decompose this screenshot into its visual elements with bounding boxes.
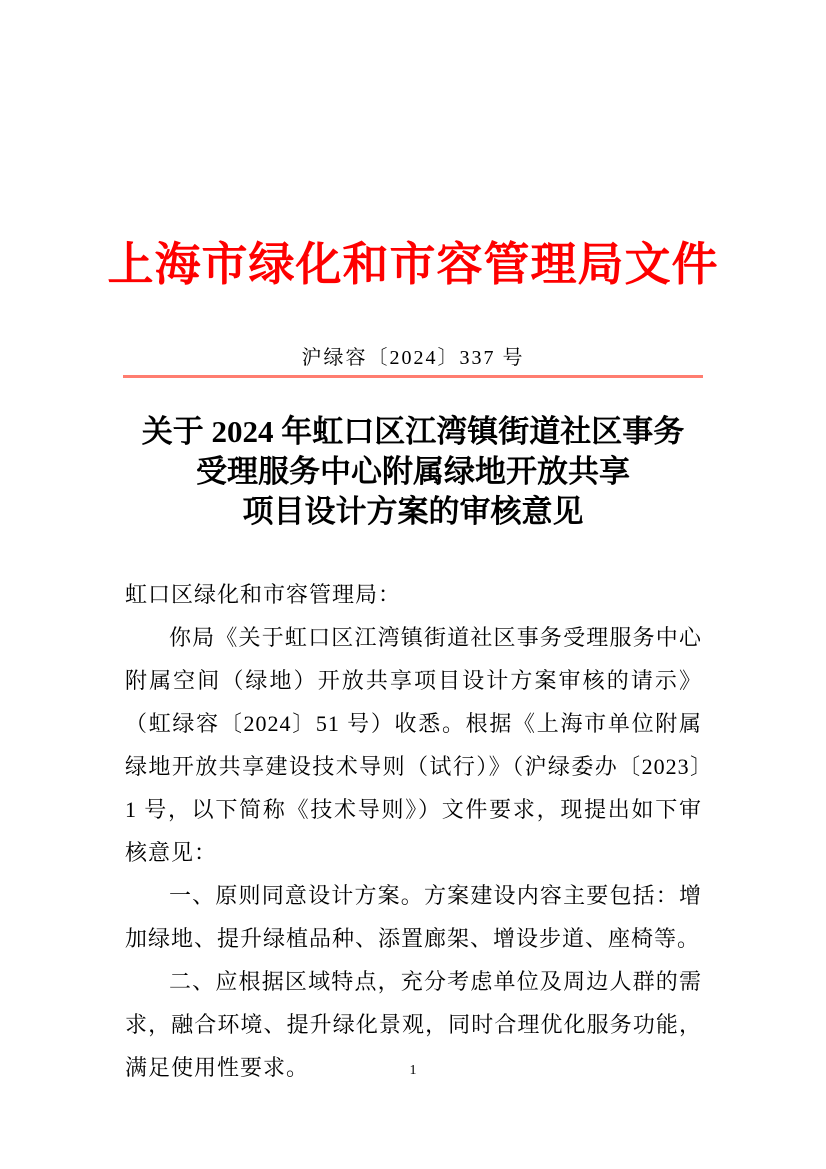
body-paragraph: 一、原则同意设计方案。方案建设内容主要包括：增加绿地、提升绿植品种、添置廊架、增设步道、座椅等。 (125, 883, 702, 951)
document-title (0, 412, 826, 532)
document-title-line-3: 项目设计方案的审核意见 (242, 494, 584, 529)
salutation: 虹口区绿化和市容管理局： (125, 582, 402, 607)
document-title-line-2: 受理服务中心附属绿地开放共享 (196, 454, 630, 489)
document-body (125, 573, 702, 1089)
document-title-line-1: 关于 2024 年虹口区江湾镇街道社区事务 (141, 414, 685, 449)
red-divider-line (123, 375, 703, 378)
page-number: 1 (409, 1063, 417, 1078)
document-number: 沪绿容〔2024〕337 号 (301, 347, 525, 369)
agency-header-title: 上海市绿化和市容管理局文件 (107, 239, 719, 290)
body-paragraph: 二、应根据区域特点，充分考虑单位及周边人群的需求，融合环境、提升绿化景观，同时合理优化服务功能，满足使用性要求。 (125, 969, 702, 1080)
body-paragraph: 你局《关于虹口区江湾镇街道社区事务受理服务中心附属空间（绿地）开放共享项目设计方案审核的请示》（虹绿容〔2024〕51 号）收悉。根据《上海市单位附属绿地开放共享建设技术导则（试行）》（沪绿委办〔2023〕1 号，以下简称《技术导则》）文件要求，现提出如下审核意见： (125, 625, 702, 865)
